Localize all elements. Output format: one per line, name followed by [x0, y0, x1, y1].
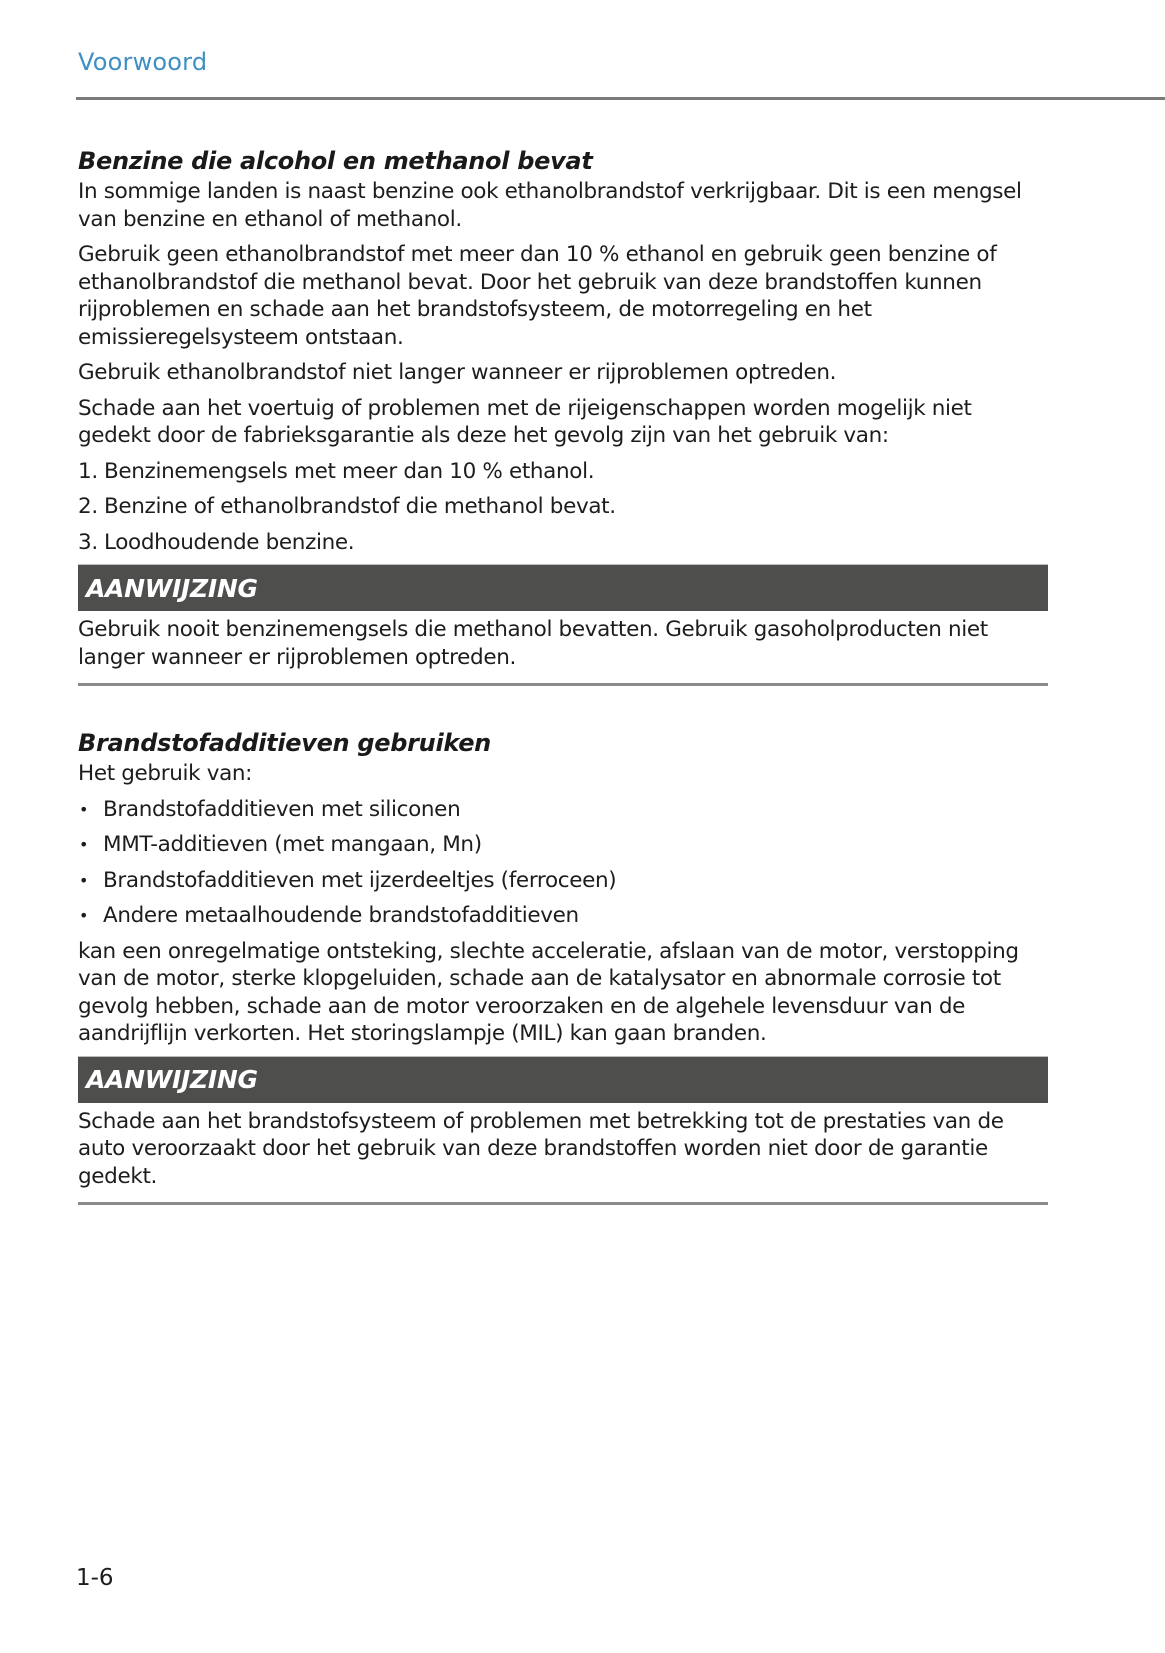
running-head: Voorwoord: [78, 48, 208, 76]
section-alcohol-methanol: [78, 146, 1048, 686]
header-rule: [76, 97, 1165, 100]
paragraph: In sommige landen is naast benzine ook ethanolbrandstof verkrijgbaar. Dit is een mengsel van benzine en ethanol of methanol.: [78, 179, 1022, 232]
bullet-icon: •: [79, 906, 89, 925]
list-number: 3.: [78, 529, 98, 555]
note-text: Schade aan het brandstofsysteem of problemen met betrekking tot de prestaties van de auto veroorzaakt door het gebruik van deze brandstoffen worden niet door de garantie gedekt.: [78, 1108, 1004, 1189]
paragraph: Gebruik ethanolbrandstof niet langer wanneer er rijproblemen optreden.: [78, 360, 837, 385]
list-text: Brandstofadditieven met ijzerdeeltjes (ferroceen): [103, 867, 617, 893]
section-spacer: [78, 686, 1048, 728]
section-title: Benzine die alcohol en methanol bevat: [78, 147, 593, 175]
list-item: [78, 831, 1048, 859]
list-number: 1.: [78, 458, 98, 484]
note-header: [78, 564, 1048, 611]
section-title: Brandstofadditieven gebruiken: [78, 729, 491, 757]
list-text: MMT-additieven (met mangaan, Mn): [103, 832, 482, 857]
page-number: 1-6: [76, 1565, 114, 1591]
list-item: [78, 867, 1048, 895]
section-fuel-additives: [78, 728, 1048, 1205]
note-body: [78, 1103, 1048, 1203]
bullet-list: [78, 796, 1048, 930]
bullet-icon: •: [79, 835, 89, 854]
list-item: [78, 529, 1048, 557]
page-content: [78, 146, 1048, 1205]
list-number: 2.: [78, 494, 98, 519]
numbered-list: [78, 458, 1048, 557]
list-text: Brandstofadditieven met siliconen: [103, 796, 461, 822]
paragraph: Schade aan het voertuig of problemen met de rijeigenschappen worden mogelijk niet gedekt door de fabrieksgarantie als deze het gevolg zijn van het gebruik van:: [78, 395, 972, 448]
list-item: [78, 458, 1048, 486]
note-divider: [78, 1202, 1048, 1205]
paragraph: kan een onregelmatige ontsteking, slechte acceleratie, afslaan van de motor, verstopping van de motor, sterke klopgeluiden, schade aan de katalysator en abnormale corrosie tot gevolg hebben, schade aan de motor veroorzaken en de algehele levensduur van de aandrijflijn verkorten. Het storingslampje (MIL) kan gaan branden.: [78, 938, 1019, 1046]
list-item: [78, 902, 1048, 930]
list-text: Loodhoudende benzine.: [104, 529, 355, 555]
note-box: [78, 1056, 1048, 1206]
note-body: [78, 611, 1048, 683]
list-item: [78, 493, 1048, 521]
bullet-icon: •: [79, 870, 89, 890]
note-header: [78, 1056, 1048, 1103]
list-text: Andere metaalhoudende brandstofadditieven: [103, 903, 579, 928]
note-box: [78, 564, 1048, 686]
list-text: Benzine of ethanolbrandstof die methanol bevat.: [104, 494, 616, 519]
bullet-icon: •: [79, 799, 89, 819]
paragraph: Gebruik geen ethanolbrandstof met meer dan 10 % ethanol en gebruik geen benzine of ethanolbrandstof die methanol bevat. Door het gebruik van deze brandstoffen kunnen rijproblemen en schade aan het brandstofsysteem, de motorregeling en het emissieregelsysteem ontstaan.: [78, 242, 997, 350]
note-text: Gebruik nooit benzinemengsels die methanol bevatten. Gebruik gasoholproducten niet langer wanneer er rijproblemen optreden.: [78, 617, 988, 670]
paragraph: Het gebruik van:: [78, 761, 253, 786]
list-text: Benzinemengsels met meer dan 10 % ethanol.: [104, 458, 595, 484]
note-title: AANWIJZING: [86, 1065, 258, 1094]
note-title: AANWIJZING: [86, 573, 258, 603]
list-item: [78, 796, 1048, 824]
